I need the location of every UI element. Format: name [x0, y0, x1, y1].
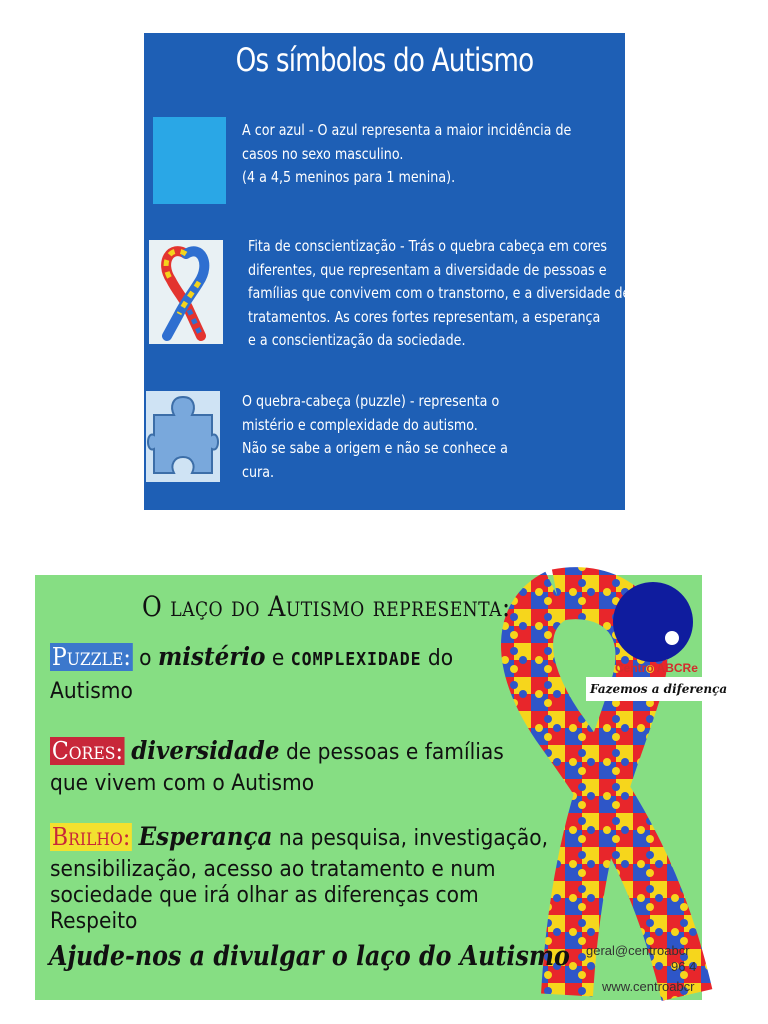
- contact-website: www.centroabcr: [602, 979, 695, 994]
- autism-symbols-panel: [144, 33, 631, 510]
- contact-email: geral@centroabcr: [586, 943, 690, 958]
- logo-slogan: Fazemos a diferença: [586, 677, 710, 701]
- blue-square-icon: [153, 117, 226, 204]
- centro-abcre-logo-icon: [613, 582, 693, 662]
- puzzle-ribbon-icon: [149, 240, 223, 344]
- logo-name: Centro ABCRe: [615, 661, 698, 675]
- diversity-word: diversidade: [131, 736, 280, 765]
- ribbon-description: Fita de conscientização - Trás o quebra cabeça em cores diferentes, que representam a diversidade de pessoas e famílias que convivem com o transtorno, e a diversidade de tratamentos. As cores fortes representam, a esperança e a conscientização da sociedade.: [248, 237, 631, 349]
- brilho-line: Brilho: Esperança na pesquisa, investigação,: [51, 822, 549, 851]
- spread-ribbon-slogan: Ajude-nos a divulgar o laço do Autismo: [49, 941, 570, 972]
- cores-line-2: que vivem com o Autismo: [50, 771, 315, 796]
- brilho-tag: Brilho:: [51, 823, 131, 851]
- ribbon-title: O laço do Autismo representa:: [142, 590, 511, 623]
- blue-color-description: A cor azul - O azul representa a maior incidência de casos no sexo masculino. (4 a 4,5 meninos para 1 menina).: [242, 121, 572, 186]
- brilho-line-2: sensibilização, acesso ao tratamento e num: [50, 857, 496, 882]
- hope-word: Esperança: [138, 822, 273, 851]
- symbols-title: Os símbolos do Autismo: [235, 41, 534, 79]
- mystery-word: mistério: [157, 642, 266, 671]
- puzzle-line-2: Autismo: [50, 679, 133, 704]
- brilho-line-3: sociedade que irá olhar as diferenças com: [50, 883, 479, 908]
- puzzle-description: O quebra-cabeça (puzzle) - representa o mistério e complexidade do autismo. Não se sabe a origem e não se conhece a cura.: [242, 392, 508, 481]
- cores-line: Cores: diversidade de pessoas e famílias: [51, 736, 504, 765]
- puzzle-line: Puzzle: o mistério e COMPLEXIDADE do: [51, 642, 454, 671]
- cores-tag: Cores:: [51, 737, 123, 765]
- puzzle-tag: Puzzle:: [51, 643, 131, 671]
- brilho-line-4: Respeito: [50, 909, 138, 934]
- autism-ribbon-panel: [35, 575, 728, 1000]
- contact-phone: 96 4: [671, 959, 697, 974]
- complexity-word: COMPLEXIDADE: [290, 649, 422, 670]
- puzzle-piece-icon: [146, 391, 220, 482]
